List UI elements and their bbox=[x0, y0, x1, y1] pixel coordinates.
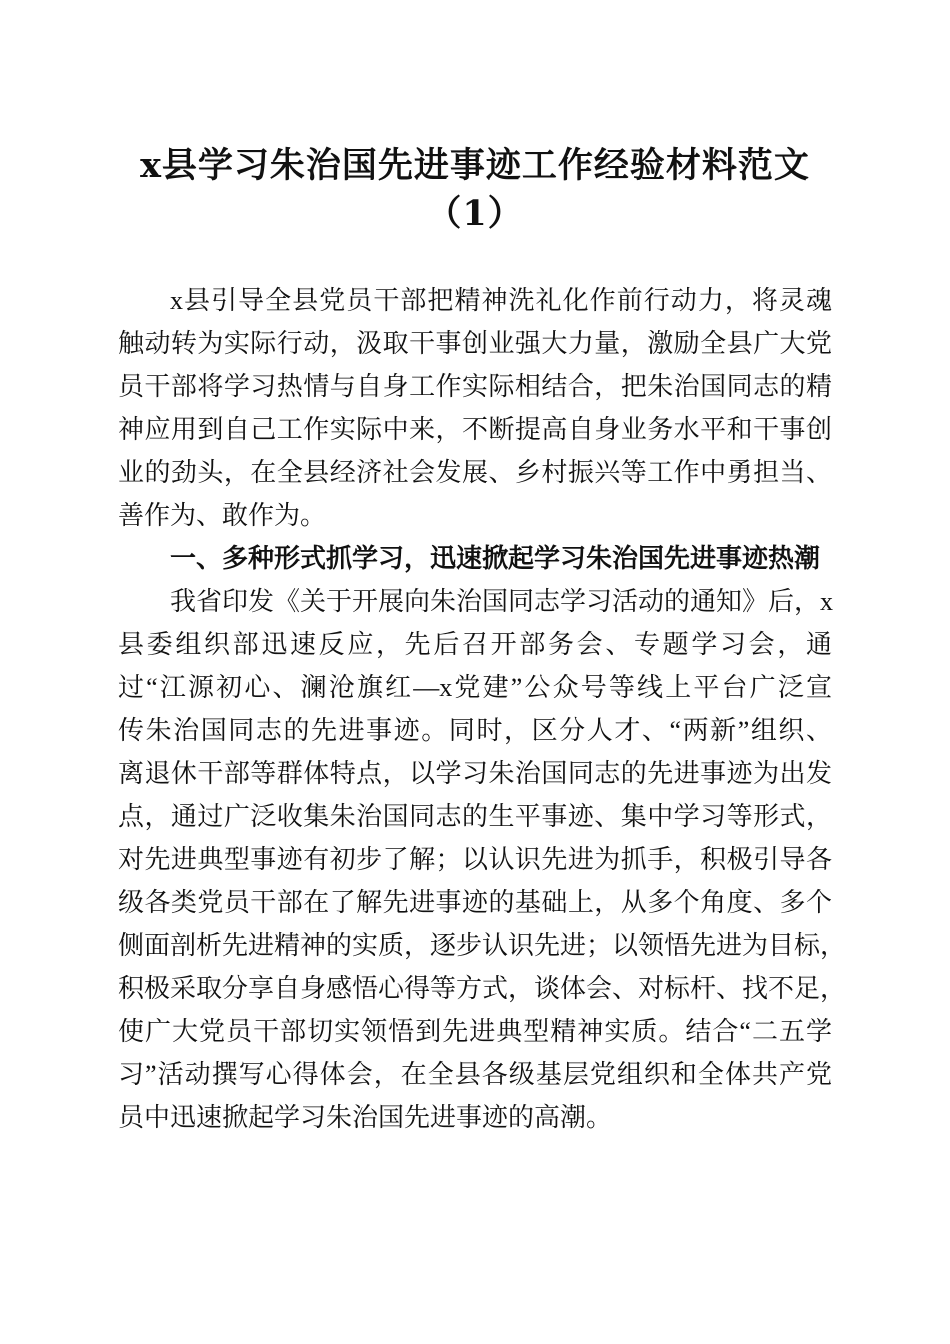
paragraph-line: 习”活动撰写心得体会，在全县各级基层党组织和全体共产党 bbox=[118, 1060, 832, 1089]
paragraph-line: 侧面剖析先进精神的实质，逐步认识先进；以领悟先进为目标， bbox=[118, 931, 847, 960]
paragraph-line: 员中迅速掀起学习朱治国先进事迹的高潮。 bbox=[118, 1103, 613, 1132]
paragraph-line: 使广大党员干部切实领悟到先进典型精神实质。结合“二五学 bbox=[118, 1017, 832, 1046]
paragraph-line: 神应用到自己工作实际中来，不断提高自身业务水平和干事创 bbox=[118, 415, 832, 444]
paragraph-line: 员干部将学习热情与自身工作实际相结合，把朱治国同志的精 bbox=[118, 372, 832, 401]
paragraph bbox=[118, 279, 832, 537]
paragraph-line: 我省印发《关于开展向朱治国同志学习活动的通知》后，x bbox=[170, 587, 834, 616]
paragraph-line: 县委组织部迅速反应，先后召开部务会、专题学习会，通 bbox=[118, 630, 832, 659]
paragraph-line: 对先进典型事迹有初步了解；以认识先进为抓手，积极引导各 bbox=[118, 845, 832, 874]
section-heading bbox=[118, 537, 832, 580]
document-title-number: （1） bbox=[426, 193, 524, 234]
paragraph-line: 积极采取分享自身感悟心得等方式，谈体会、对标杆、找不足， bbox=[118, 974, 847, 1003]
paragraph-line: 触动转为实际行动，汲取干事创业强大力量，激励全县广大党 bbox=[118, 329, 832, 358]
document-body bbox=[118, 279, 847, 1139]
paragraph-line: 业的劲头，在全县经济社会发展、乡村振兴等工作中勇担当、 bbox=[118, 458, 832, 487]
paragraph-line: 过“江源初心、澜沧旗红—x党建”公众号等线上平台广泛宣 bbox=[118, 673, 832, 702]
paragraph-line: x县引导全县党员干部把精神洗礼化作前行动力，将灵魂 bbox=[170, 286, 832, 315]
heading-text: 一、多种形式抓学习，迅速掀起学习朱治国先进事迹热潮 bbox=[170, 543, 821, 573]
paragraph bbox=[118, 580, 847, 1139]
paragraph-line: 点，通过广泛收集朱治国同志的生平事迹、集中学习等形式， bbox=[118, 802, 832, 831]
paragraph-line: 传朱治国同志的先进事迹。同时，区分人才、“两新”组织、 bbox=[118, 716, 832, 745]
paragraph-line: 离退休干部等群体特点，以学习朱治国同志的先进事迹为出发 bbox=[118, 759, 832, 788]
paragraph-line: 级各类党员干部在了解先进事迹的基础上，从多个角度、多个 bbox=[118, 888, 832, 917]
paragraph-line: 善作为、敢作为。 bbox=[118, 501, 327, 530]
document-title: x县学习朱治国先进事迹工作经验材料范文 bbox=[140, 145, 810, 186]
